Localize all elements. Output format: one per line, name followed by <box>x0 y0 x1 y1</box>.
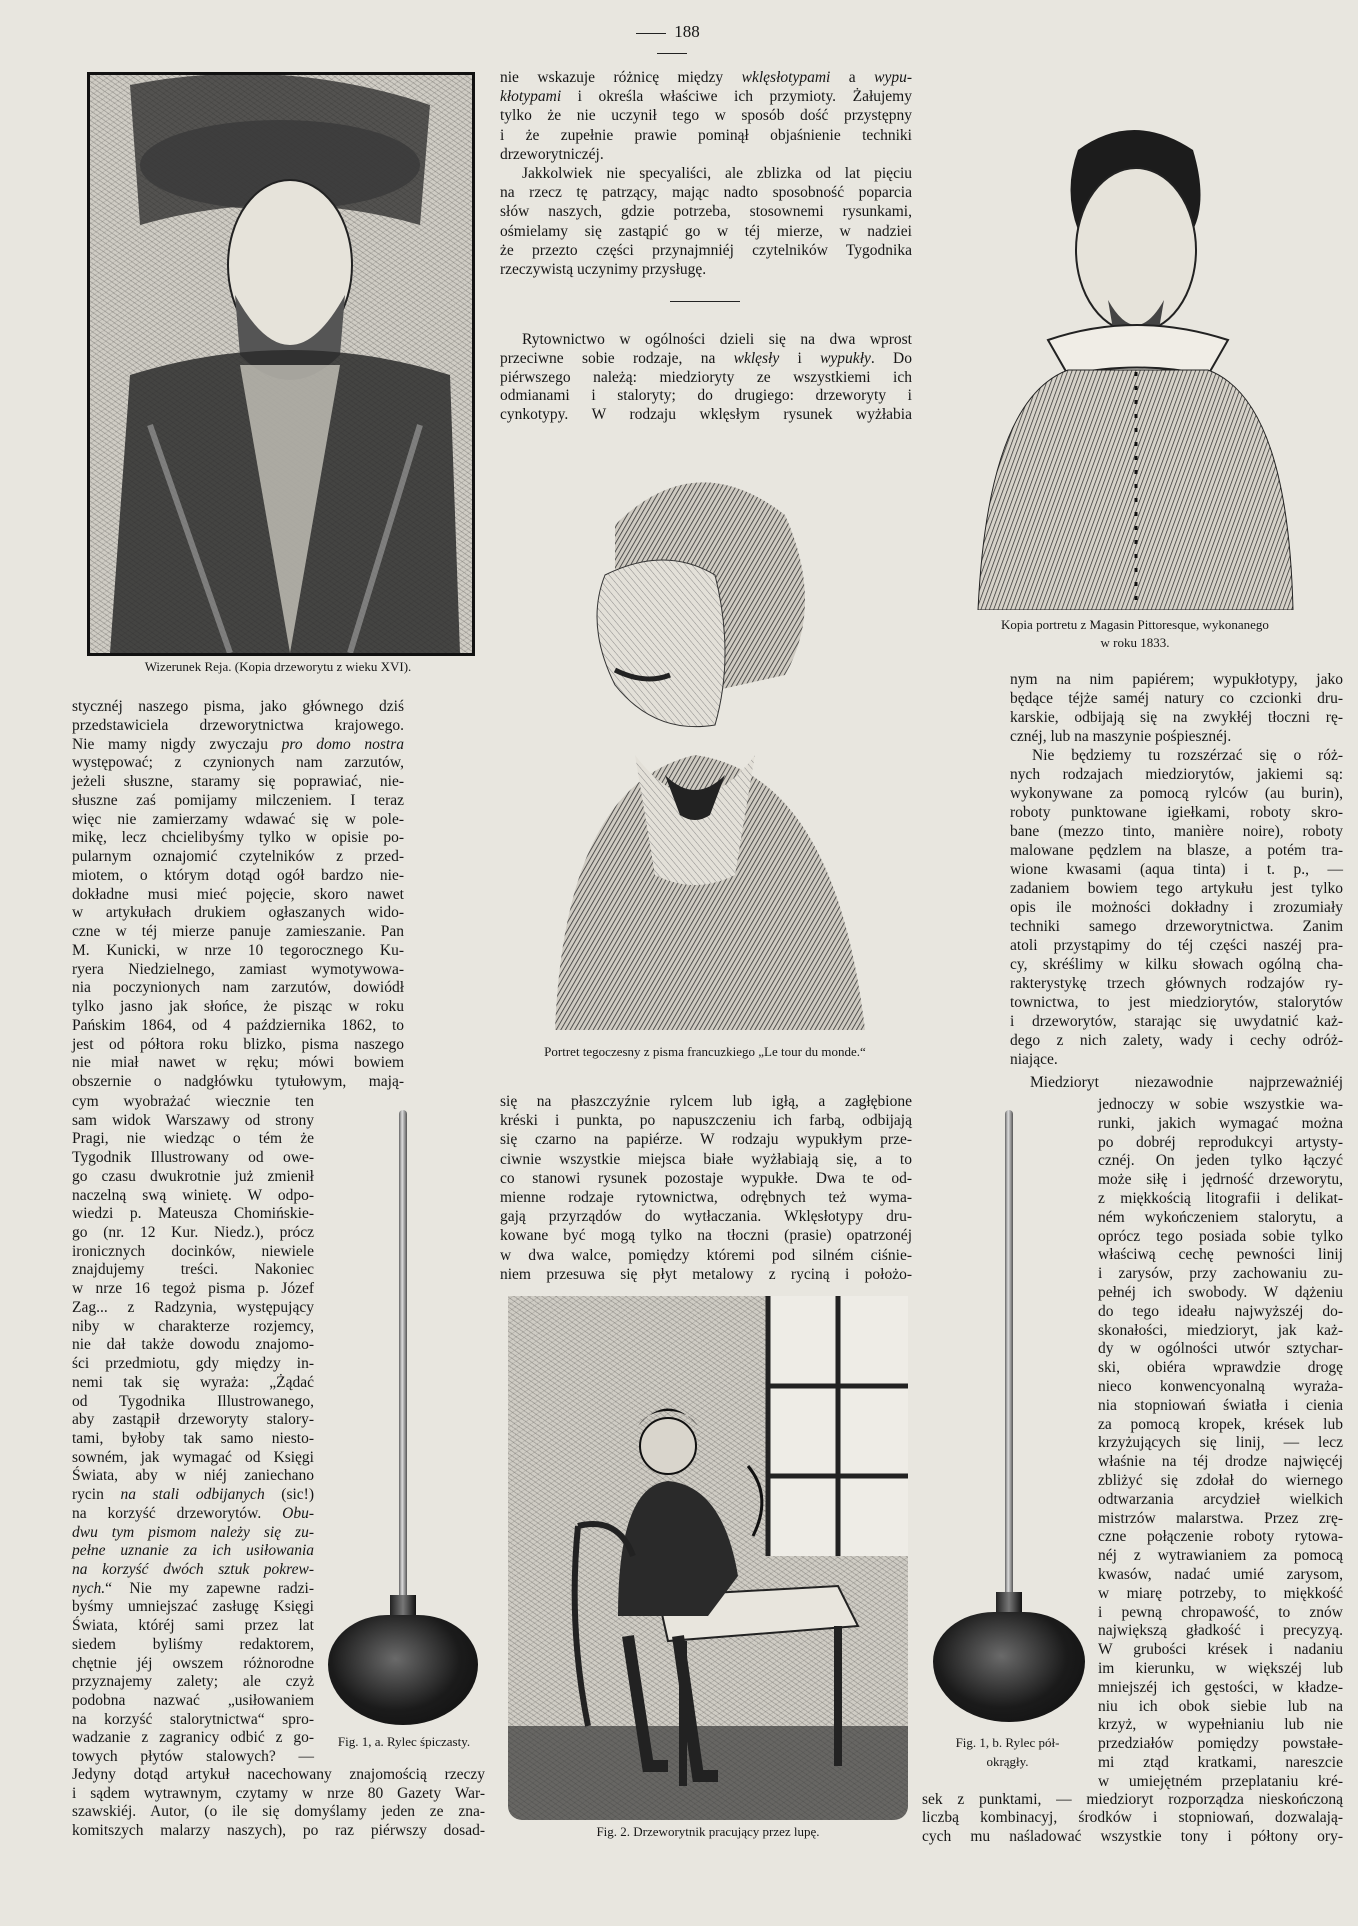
graver-handle <box>933 1612 1085 1722</box>
tour-du-monde-caption: Portret tegoczesny z pisma francuzkiego „Le tour du monde.“ <box>544 1044 866 1059</box>
magasin-pittoresque-portrait-illustration <box>958 110 1308 610</box>
page-number <box>626 22 718 62</box>
text-line: sam widok Warszawy od strony <box>72 1111 314 1129</box>
text-line: właśnie na téj drodze najwięcéj <box>1098 1453 1343 1471</box>
text-line: Jedyny dotąd artykuł nacechowany znajomością rzeczy <box>72 1766 485 1783</box>
paragraph <box>72 698 404 1092</box>
text-line: kwasów, nadać umié zarysom, <box>1098 1565 1343 1583</box>
rule-left <box>636 33 666 34</box>
text-line: słuszne zaś pomijamy milczeniem. I teraz <box>72 791 404 809</box>
text-line: ści przedmiotu, gdy między in- <box>72 1355 314 1373</box>
left-column-text-top <box>72 698 404 1092</box>
text-line: roboty punktowane igiełkami, roboty skro- <box>1010 804 1343 821</box>
text-line: rycin na stali odbijanych (sic!) <box>72 1486 314 1504</box>
text-line: wadzanie z zagranicy odbić z go- <box>72 1729 314 1747</box>
text-line: kowane być mogą tylko na tłoczni (prasie) opatrzonéj <box>500 1227 912 1245</box>
text-line: mikę, lecz chcielibyśmy tylko w opisie po- <box>72 829 404 847</box>
page-number-text: 188 <box>674 22 700 41</box>
text-line: rzeczywistą uczynimy przysługę. <box>500 260 707 278</box>
text-line: gają przyrządów do wytłaczania. Wklęsłotypy dru- <box>500 1208 912 1226</box>
text-line: na rzecz tę patrzący, mając nadto sposobność poparcia <box>500 184 912 202</box>
profile-portrait-drawing <box>495 455 915 1030</box>
text-line: krzyż, w wypełnianiu lub nie <box>1098 1716 1343 1734</box>
text-line: więc nie zamierzamy wdawać się w pole- <box>72 810 404 828</box>
italic-text: nych. <box>72 1579 106 1597</box>
text-line: tylko jasno jak słońce, że pisząc w roku <box>72 998 404 1015</box>
rej-portrait-drawing <box>90 75 472 653</box>
text-line: w nrze 16 tegoż pisma p. Józef <box>72 1280 314 1298</box>
italic-text: na stali odbijanych <box>120 1486 265 1504</box>
text-line: co stanowi rysunek pozostaje wypukłe. Dwa te od- <box>500 1169 912 1187</box>
paragraph <box>72 1766 485 1840</box>
text-line: największą gładkość i precyzyą. <box>1098 1622 1343 1640</box>
italic-text: wypukły <box>820 349 871 367</box>
text-line: na korzyść drzeworytów. Obu- <box>72 1504 314 1522</box>
pointed-graver-illustration <box>328 1110 478 1725</box>
text-line: Tygodnik Illustrowany od owe- <box>72 1149 314 1167</box>
italic-text: wklęsły <box>733 349 780 367</box>
text-line: Pańskim 1864, od 4 października 1862, to <box>72 1016 404 1034</box>
rej-woodcut-illustration <box>87 72 475 656</box>
text-line: występować; z czynionych nam zarzutów, <box>72 754 404 772</box>
text-line: odtwarzania arcydzieł wielkich <box>1098 1490 1343 1508</box>
left-column-text-narrow <box>72 1093 314 1767</box>
text-line: dego z nich zalety, wady i cechy odróż- <box>1010 1032 1343 1049</box>
ruff-collar-portrait-drawing <box>958 110 1308 610</box>
text-line: dy w ogólności utwór sztychar- <box>1098 1340 1343 1358</box>
text-line: néj z wytrawianiem za pomocą <box>1098 1547 1343 1565</box>
text-line: podobna nazwać „usiłowaniem <box>72 1692 314 1709</box>
text-line: Świata, aby w niéj zaniechano <box>72 1467 314 1485</box>
italic-text: na korzyść dwóch sztuk pokrew- <box>72 1560 314 1578</box>
text-line: siedem byliśmy redaktorem, <box>72 1635 314 1653</box>
text-line: pularnym oznajomić czytelników z przed- <box>72 848 404 865</box>
text-line: kréski i punkta, po napuszczeniu ich farbą, odbijają <box>500 1112 912 1130</box>
right-column-text-top <box>1010 670 1343 1069</box>
rej-caption: Wizerunek Reja. (Kopia drzeworytu z wieku XVI). <box>144 659 412 674</box>
text-line: miotem, o którym dotąd ogół bardzo nie- <box>72 866 404 884</box>
text-line: wykonywane za pomocą rylców (au burin), <box>1010 785 1343 802</box>
text-line: i że zupełnie prawie pominął objaśnienie techniki <box>500 126 912 144</box>
text-line: W grubości krések i nadaniu <box>1098 1641 1343 1659</box>
graver-blade <box>399 1110 407 1615</box>
text-line: zbliżyć się zdołał do wiernego <box>1098 1471 1343 1489</box>
text-line: nych rodzajach miedziorytów, jakiemi są: <box>1010 766 1343 783</box>
magasin-caption-line-2: w roku 1833. <box>1100 635 1170 650</box>
italic-text: pro domo nostra <box>281 735 404 753</box>
text-line: w dwa walce, pomiędzy któremi pod silném ciśnie- <box>500 1246 912 1264</box>
text-line: właściwą cechę pewności linij <box>1098 1246 1343 1264</box>
fig1b-caption-line-2: okrągły. <box>986 1754 1029 1769</box>
text-line: runki, jakich wymagać można <box>1098 1114 1343 1132</box>
text-line: nia poczynionych nam zarzutów, dowiódł <box>72 979 404 997</box>
text-line: liczbą kombinacyj, środków i stopniowań, dozwalają- <box>922 1809 1343 1827</box>
text-line: nieco konwencyonalną wyraża- <box>1098 1377 1343 1395</box>
text-line: sek z punktami, — miedzioryt rozporządza nieskończoną <box>922 1791 1343 1808</box>
text-line: piérwszego należą: miedzioryty ze wszystkiemi ich <box>500 368 912 386</box>
text-line: jest od półtora roku blizko, pisma naszego <box>72 1035 404 1053</box>
text-line: przedstawiciela drzeworytnictwa krajowego. <box>72 716 404 734</box>
text-line: i pewną chropawość, to znów <box>1098 1603 1343 1621</box>
text-line: obszernie o nadgłówku tytułowym, mają- <box>72 1073 404 1090</box>
text-line: Nie będziemy tu rozszérzać się o róż- <box>1032 747 1343 764</box>
text-line: go czasu dwukrotnie już zmienił <box>72 1167 314 1185</box>
text-line: townictwa, to jest miedziorytów, stalorytów <box>1010 994 1343 1011</box>
text-line: może siłę i jędrność drzeworytu, <box>1098 1171 1343 1189</box>
text-line: przedziałów pomiędzy powstałe- <box>1098 1735 1343 1753</box>
text-line: czne w téj mierze panuje zamieszanie. Pan <box>72 923 404 940</box>
text-line: im kierunku, w większéj lub <box>1098 1659 1343 1677</box>
text-line: nie wskazuje różnicę między wklęsłotypami a wypu- <box>500 69 912 86</box>
text-line: się na płaszczyźnie rylcem lub igłą, a zagłębione <box>500 1093 912 1110</box>
paragraph <box>1098 1096 1343 1791</box>
rule-right <box>657 53 687 54</box>
text-line: mniejszéj ich gęstości, w kładze- <box>1098 1678 1343 1696</box>
text-line: zadaniem bowiem tego artykułu jest tylko <box>1010 880 1343 897</box>
italic-text: Obu- <box>282 1504 314 1522</box>
text-line: stycznéj naszego pisma, jako głównego dziś <box>72 698 404 715</box>
text-line: po dobréj reprodukcyi artysty- <box>1098 1133 1343 1151</box>
text-line: Rytownictwo w ogólności dzieli się na dwa wprost <box>522 331 912 348</box>
text-line: aby zastąpił drzeworyty stalory- <box>72 1411 314 1429</box>
text-line: mistrzów malarstwa. Przez zrę- <box>1098 1509 1343 1527</box>
text-line: cych mu naśladować wszystkie tony i półtony ory- <box>922 1827 1343 1845</box>
text-line: oprócz tego posiada sobie tylko <box>1098 1227 1343 1245</box>
text-line: ryera Niedzielnego, zamiast wymotywowa- <box>72 960 404 978</box>
text-line: chętnie jéj owszem różnorodne <box>72 1654 314 1672</box>
text-line: przyznajemy zalety; ale czyż <box>72 1673 314 1691</box>
paragraph <box>500 331 912 425</box>
text-line: w artykułach drukiem ogłaszanych wido- <box>72 904 404 922</box>
text-line: będące téjże saméj natury co czcionki dru- <box>1010 690 1343 707</box>
text-line: Jakkolwiek nie specyaliści, ale zblizka od lat pięciu <box>522 164 912 182</box>
middle-column-text-top <box>500 68 912 279</box>
text-line: ośmielamy się zastąpić go w téj mierze, w nadziei <box>500 222 912 240</box>
text-line: drzeworytniczéj. <box>500 145 604 163</box>
fig1a-caption: Fig. 1, a. Rylec śpiczasty. <box>337 1734 471 1749</box>
text-line: M. Kunicki, w nrze 10 tegorocznego Ku- <box>72 941 404 959</box>
text-line: i sądem wytrawnym, czytamy w nrze 80 Gazety War- <box>72 1784 485 1802</box>
text-line <box>72 1542 314 1561</box>
wood-engraver-at-work-illustration <box>508 1296 908 1820</box>
text-line: malowane pędzlem na blasze, a potém tra- <box>1010 842 1343 859</box>
text-line: do tego ideału najwyższéj do- <box>1098 1302 1343 1320</box>
half-round-graver-illustration <box>933 1110 1085 1722</box>
text-line: znajdujemy treści. Nakoniec <box>72 1261 314 1279</box>
text-line: kłotypami i określa właściwe ich przymioty. Żałujemy <box>500 88 912 106</box>
text-line: komitszych malarzy naszych), po raz piérwszy dosad- <box>72 1821 485 1839</box>
text-line <box>72 1561 314 1580</box>
magasin-caption-line-1: Kopia portretu z Magasin Pittoresque, wykonanego <box>1001 617 1269 632</box>
graver-handle <box>328 1615 478 1725</box>
text-line: niające. <box>1010 1051 1058 1068</box>
text-line: towych płytów stalowych? — <box>72 1748 314 1766</box>
text-line: w umiejętném przeplataniu kré- <box>1098 1772 1343 1790</box>
text-line: mi ztąd kratkami, nareszcie <box>1098 1753 1343 1771</box>
text-line: tami, byłoby tak samo niesto- <box>72 1429 314 1447</box>
text-line: bane (mezzo tinto, manière noire), roboty <box>1010 823 1343 840</box>
paragraph <box>1010 670 1343 746</box>
middle-column-section-text <box>500 331 912 425</box>
paragraph <box>922 1791 1343 1846</box>
tour-du-monde-portrait-illustration <box>495 455 915 1030</box>
text-line: skonałości, miedzioryt, jak każ- <box>1098 1321 1343 1339</box>
text-line: opis ile możności dokładny i zrozumiały <box>1010 899 1343 916</box>
italic-text: wypu- <box>874 69 912 86</box>
paragraph <box>500 68 912 164</box>
text-line <box>72 1524 314 1543</box>
text-line: niu ich obok siebie lub na <box>1098 1697 1343 1715</box>
text-line: odmianami i staloryty; do drugiego: drzeworyty i <box>500 387 912 405</box>
engraver-scene-drawing <box>508 1296 908 1820</box>
text-line: ski, obiéra wprawdzie drogę <box>1098 1359 1343 1377</box>
text-line: na korzyść stalorytnictwa“ spro- <box>72 1710 314 1728</box>
text-line: czne połączenie roboty rytowa- <box>1098 1528 1343 1546</box>
paragraph <box>1010 746 1343 1069</box>
text-line: nie miał nawet w ręku; mówi bowiem <box>72 1054 404 1072</box>
text-line: słów naszych, gdzie potrzeba, stosownemi rysunkami, <box>500 203 912 221</box>
text-line: ironicznych docinków, niewiele <box>72 1242 314 1260</box>
text-line: nemi tak się wyraża: „Żądać <box>72 1373 314 1391</box>
italic-text: pełne uznanie za ich usiłowania <box>72 1542 314 1560</box>
text-line: atoli przystąpimy do téj części naszéj pra- <box>1010 937 1343 954</box>
text-line: techniki samego drzeworytnictwa. Zanim <box>1010 918 1343 935</box>
right-column-text-narrow <box>1098 1096 1343 1791</box>
text-line: że przezto części przynajmniéj czytelników Tygodnika <box>500 241 912 259</box>
text-line: pełnéj ich swobody. W dążeniu <box>1098 1283 1343 1301</box>
text-line: mienne rodzaje rytownictwa, odrębnych też wyma- <box>500 1188 912 1206</box>
text-line: wione kwasami (aqua tinta) i t. p., — <box>1010 861 1343 878</box>
italic-text: kłotypami <box>500 88 562 106</box>
text-line: Świata, któréj sami przez lat <box>72 1617 314 1635</box>
text-line: cy, skréślimy w kilku słowach ogólną cha- <box>1010 956 1343 973</box>
text-line: naczelną swą winietę. W odpo- <box>72 1186 314 1204</box>
text-line: rakterystykę trzech głównych rodzajów ry- <box>1010 975 1343 992</box>
text-line: byśmy umniejszać zasługę Księgi <box>72 1598 314 1616</box>
text-line: krzyżujących się linij, — lecz <box>1098 1434 1343 1452</box>
text-line: jednoczy w sobie wszystkie wa- <box>1098 1096 1343 1113</box>
text-line: cznéj. On jeden tylko łączyć <box>1098 1152 1343 1170</box>
paragraph <box>500 164 912 279</box>
text-line: karskie, odbijają się na zwykłéj tłoczni rę- <box>1010 709 1343 726</box>
section-divider <box>670 301 740 302</box>
middle-column-text-continued <box>500 1092 912 1284</box>
text-line: w miarę potrzeby, to miękkość <box>1098 1584 1343 1602</box>
text-line: cznéj, lub na maszynie pośpiesznéj. <box>1010 728 1232 745</box>
italic-text: wklęsłotypami <box>741 69 831 86</box>
text-line: nie dał także dowodu znajomo- <box>72 1336 314 1354</box>
text-line: dokładne musi mieć pojęcie, skoro nawet <box>72 885 404 903</box>
left-column-text-bottom <box>72 1766 485 1840</box>
text-line: od Tygodnika Illustrowanego, <box>72 1392 314 1410</box>
text-line: niby w charakterze rozjemcy, <box>72 1317 314 1335</box>
paragraph <box>72 1093 314 1767</box>
text-line: za pomocą kropek, krések lub <box>1098 1415 1343 1433</box>
italic-text: dwu tym pismom należy się zu- <box>72 1523 314 1541</box>
text-line: niem przesuwa się płyt metalowy z ryciną i położo- <box>500 1265 912 1283</box>
right-column-text-bottom <box>922 1791 1343 1846</box>
paragraph <box>500 1092 912 1284</box>
text-line: i drzeworytów, starając się uwydatnić każ- <box>1010 1013 1343 1030</box>
text-line: Miedzioryt niezawodnie najprzeważniéj <box>1030 1074 1343 1091</box>
text-line: i zarysów, przy zachowaniu zu- <box>1098 1265 1343 1283</box>
text-line: się czarno na papiérze. W rodzaju wypukłym prze- <box>500 1131 912 1149</box>
text-line: sowném, jak wymagać od Księgi <box>72 1448 314 1466</box>
text-line: ném wykończeniem stalorytu, a <box>1098 1208 1343 1226</box>
right-column-lead-line <box>1030 1073 1343 1092</box>
text-line: cym wyobrażać wiecznie ten <box>72 1093 314 1110</box>
paragraph <box>1030 1073 1343 1092</box>
fig1b-caption-line-1: Fig. 1, b. Rylec pół- <box>955 1735 1060 1750</box>
text-line: Pragi, nie wiedząc o tém że <box>72 1130 314 1148</box>
text-line: szawskiéj. Autor, (o ile się domyślamy jeden ze zna- <box>72 1803 485 1820</box>
text-line: wiedzi p. Mateusza Chomińskie- <box>72 1205 314 1223</box>
text-line: nym na nim papiérem; wypukłotypy, jako <box>1010 671 1343 688</box>
text-line: tylko że nie uczynił tego w sposób dość przystępny <box>500 107 912 125</box>
text-line: z miękkością litografii i delikat- <box>1098 1189 1343 1207</box>
text-line: przeciwne sobie rodzaje, na wklęsły i wypukły. Do <box>500 349 912 367</box>
text-line: go (nr. 12 Kur. Niedz.), prócz <box>72 1224 314 1242</box>
text-line: cynkotypy. W rodzaju wklęsłym rysunek wyżłabia <box>500 406 912 423</box>
graver-blade <box>1005 1110 1013 1612</box>
text-line: Zag... z Radzynia, występujący <box>72 1298 314 1316</box>
fig2-caption: Fig. 2. Drzeworytnik pracujący przez lupę. <box>596 1824 820 1839</box>
text-line: jeżeli słuszne, staramy się poprawiać, nie- <box>72 773 404 790</box>
text-line: nych.“ Nie my zapewne radzi- <box>72 1579 314 1597</box>
text-line: ciwnie wszystkie miejsca białe wyżłabiają się, a to <box>500 1150 912 1168</box>
text-line: nia stopniowań światła i cienia <box>1098 1396 1343 1414</box>
text-line: Nie mamy nigdy zwyczaju pro domo nostra <box>72 735 404 753</box>
